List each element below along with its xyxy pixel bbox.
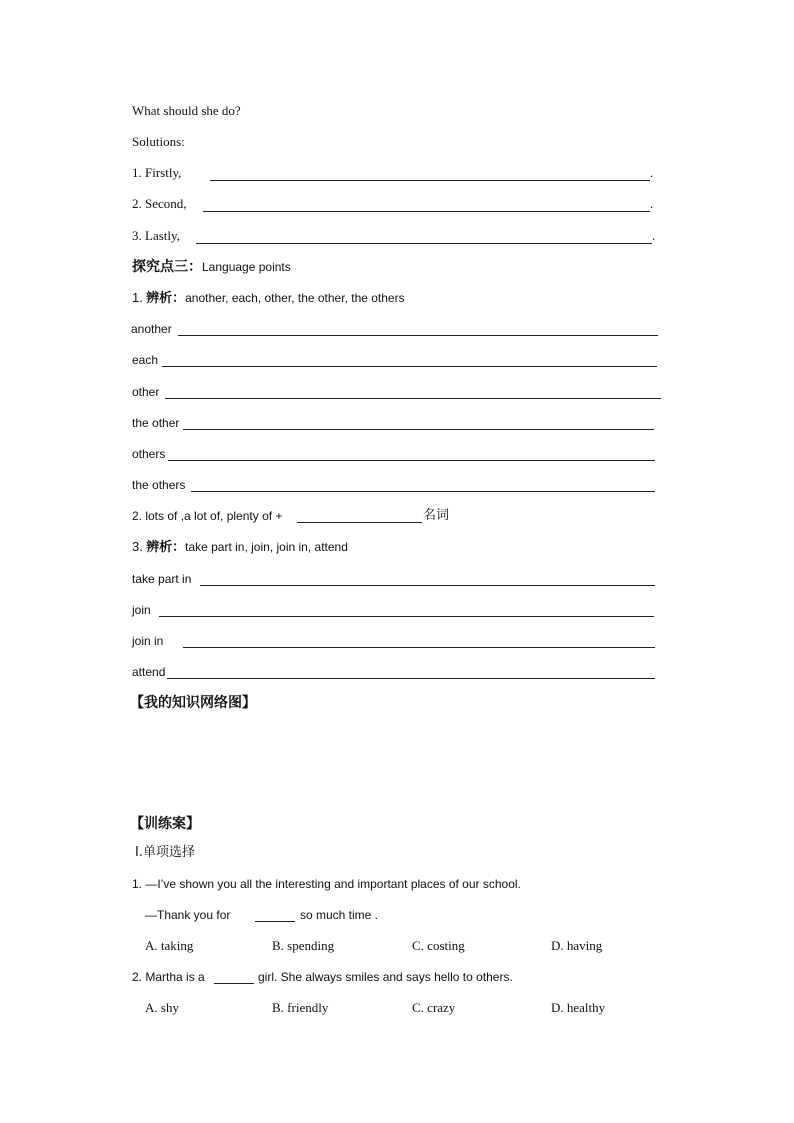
- solution-3-blank[interactable]: [196, 243, 652, 244]
- point1-item-another: another: [131, 322, 172, 336]
- point3-blank-join[interactable]: [159, 616, 654, 617]
- solution-1-blank[interactable]: [210, 180, 650, 181]
- solution-1-label: 1. Firstly,: [132, 165, 182, 180]
- point1-text: another, each, other, the other, the others: [185, 291, 405, 305]
- point1-blank-each[interactable]: [162, 366, 657, 367]
- point2-suffix: 名词: [423, 508, 450, 523]
- point3-blank-attend[interactable]: [167, 678, 655, 679]
- point1-blank-the-other[interactable]: [183, 429, 654, 430]
- point3-label-cn: 辨析：: [146, 540, 186, 555]
- knowledge-map-heading: 【我的知识网络图】: [130, 695, 256, 711]
- point1-blank-the-others[interactable]: [191, 491, 655, 492]
- solution-2-label: 2. Second,: [132, 196, 187, 211]
- q2-option-a[interactable]: A. shy: [145, 1000, 179, 1015]
- solutions-label: Solutions:: [132, 134, 185, 149]
- point3-item-attend: attend: [132, 665, 166, 679]
- prompt-text: What should she do?: [132, 103, 241, 118]
- point1-label-cn: 辨析：: [146, 291, 186, 306]
- training-heading: 【训练案】: [130, 816, 200, 832]
- q1-option-d[interactable]: D. having: [551, 938, 603, 953]
- q1-blank[interactable]: [255, 921, 295, 922]
- q1-stem1: 1. —I’ve shown you all the interesting and important places of our school.: [132, 877, 521, 891]
- point3-blank-join-in[interactable]: [183, 647, 655, 648]
- point1-item-the-other: the other: [132, 416, 180, 430]
- point3-line: [132, 539, 348, 556]
- point1-item-others: others: [132, 447, 166, 461]
- point1-blank-others[interactable]: [168, 460, 655, 461]
- solution-1-end: .: [650, 165, 654, 180]
- q2-option-b[interactable]: B. friendly: [272, 1000, 329, 1015]
- point2-text: 2. lots of ,a lot of, plenty of +: [132, 509, 283, 523]
- q1-stem2-a: —Thank you for: [145, 908, 231, 922]
- point1-num: 1.: [132, 290, 143, 305]
- q2-stem-b: girl. She always smiles and says hello to others.: [258, 970, 513, 984]
- point3-text: take part in, join, join in, attend: [185, 540, 348, 554]
- point3-blank-take-part-in[interactable]: [200, 585, 655, 586]
- section3-title-en: Language points: [202, 260, 291, 274]
- q1-option-a[interactable]: A. taking: [145, 938, 194, 953]
- solution-2-blank[interactable]: [203, 211, 650, 212]
- point1-item-each: each: [132, 353, 159, 367]
- point3-num: 3.: [132, 539, 143, 554]
- solution-3-label: 3. Lastly,: [132, 228, 180, 243]
- single-choice-heading: Ⅰ.单项选择: [135, 845, 195, 860]
- q2-option-d[interactable]: D. healthy: [551, 1000, 606, 1015]
- section3-heading: [132, 259, 291, 275]
- q1-stem2-b: so much time .: [300, 908, 379, 922]
- point1-item-the-others: the others: [132, 478, 186, 492]
- point2-blank[interactable]: [297, 522, 422, 523]
- point1-item-other: other: [132, 385, 160, 399]
- point1-blank-another[interactable]: [178, 335, 658, 336]
- q2-stem-a: 2. Martha is a: [132, 970, 205, 984]
- q2-option-c[interactable]: C. crazy: [412, 1000, 456, 1015]
- q2-blank[interactable]: [214, 983, 254, 984]
- point3-item-take-part-in: take part in: [132, 572, 192, 586]
- q1-option-b[interactable]: B. spending: [272, 938, 335, 953]
- point1-blank-other[interactable]: [165, 398, 661, 399]
- q1-option-c[interactable]: C. costing: [412, 938, 465, 953]
- section3-title-cn: 探究点三：: [132, 259, 202, 275]
- point3-item-join: join: [132, 603, 151, 617]
- point3-item-join-in: join in: [132, 634, 164, 648]
- solution-3-end: .: [652, 228, 656, 243]
- point1-line: [132, 290, 405, 307]
- solution-2-end: .: [650, 196, 654, 211]
